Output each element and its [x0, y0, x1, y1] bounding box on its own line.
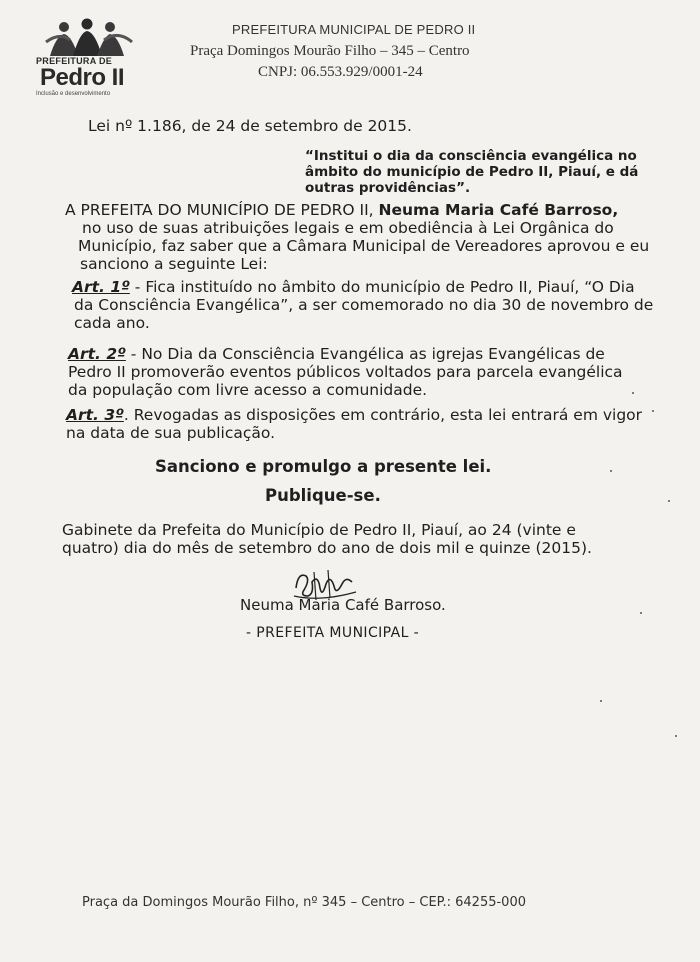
article-1-line: da Consciência Evangélica”, a ser comemorado no dia 30 de novembro de	[74, 296, 654, 314]
article-1-label: Art. 1º	[72, 278, 130, 296]
article-3-line: na data de sua publicação.	[66, 424, 276, 442]
scan-speck	[668, 500, 670, 502]
article-2-first-line	[68, 345, 605, 363]
article-1-line: cada ano.	[74, 314, 150, 332]
preamble-line: no uso de suas atribuições legais e em obediência à Lei Orgânica do	[82, 219, 614, 237]
article-3-first-line	[66, 406, 642, 424]
footer-address: Praça da Domingos Mourão Filho, nº 345 – Centro – CEP.: 64255-000	[82, 895, 526, 910]
logo-brand-top: PREFEITURA DE	[36, 56, 113, 66]
article-2-text: - No Dia da Consciência Evangélica as igrejas Evangélicas de	[125, 345, 605, 363]
article-2-line: da população com livre acesso a comunidade.	[68, 381, 428, 399]
article-2-label: Art. 2º	[68, 345, 126, 363]
closing-line: Gabinete da Prefeita do Município de Pedro II, Piauí, ao 24 (vinte e	[62, 521, 576, 539]
ementa-line: outras providências”.	[305, 180, 471, 196]
preamble-line: sanciono a seguinte Lei:	[80, 255, 268, 273]
article-3-label: Art. 3º	[66, 406, 124, 424]
scan-speck	[600, 700, 602, 702]
article-2-line: Pedro II promoverão eventos públicos voltados para parcela evangélica	[68, 363, 623, 381]
preamble-prefix: A PREFEITA DO MUNICÍPIO DE PEDRO II,	[65, 201, 379, 219]
article-1-first-line	[72, 278, 635, 296]
scan-speck	[632, 392, 634, 394]
preamble-first-line	[65, 201, 618, 219]
scan-speck	[610, 470, 612, 472]
scan-speck	[640, 612, 642, 614]
preamble-signer-name: Neuma Maria Café Barroso,	[378, 201, 619, 219]
logo-tagline: Inclusão e desenvolvimento	[36, 91, 111, 97]
header-title: PREFEITURA MUNICIPAL DE PEDRO II	[232, 22, 476, 37]
people-emblem-icon	[40, 18, 140, 58]
article-1-text: - Fica instituído no âmbito do município de Pedro II, Piauí, “O Dia	[129, 278, 635, 296]
ementa-line: âmbito do município de Pedro II, Piauí, e dá	[305, 164, 639, 180]
sanction-statement: Sanciono e promulgo a presente lei.	[155, 457, 492, 476]
law-number-date: Lei nº 1.186, de 24 de setembro de 2015.	[88, 117, 412, 135]
header-address: Praça Domingos Mourão Filho – 345 – Centro	[190, 43, 470, 59]
scan-speck	[675, 735, 677, 737]
scan-speck	[652, 410, 654, 412]
municipality-logo	[36, 18, 146, 96]
closing-line: quatro) dia do mês de setembro do ano de dois mil e quinze (2015).	[62, 539, 592, 557]
header-cnpj: CNPJ: 06.553.929/0001-24	[258, 64, 423, 80]
logo-brand-name: Pedro II	[40, 64, 125, 91]
signer-name: Neuma Maria Café Barroso.	[240, 596, 446, 614]
law-ementa	[305, 148, 638, 196]
article-3-text: . Revogadas as disposições em contrário, esta lei entrará em vigor	[123, 406, 643, 424]
preamble-line: Município, faz saber que a Câmara Municipal de Vereadores aprovou e eu	[78, 237, 650, 255]
signer-role: - PREFEITA MUNICIPAL -	[246, 625, 420, 641]
publish-statement: Publique-se.	[265, 486, 381, 505]
ementa-line: “Institui o dia da consciência evangélica no	[305, 148, 637, 164]
